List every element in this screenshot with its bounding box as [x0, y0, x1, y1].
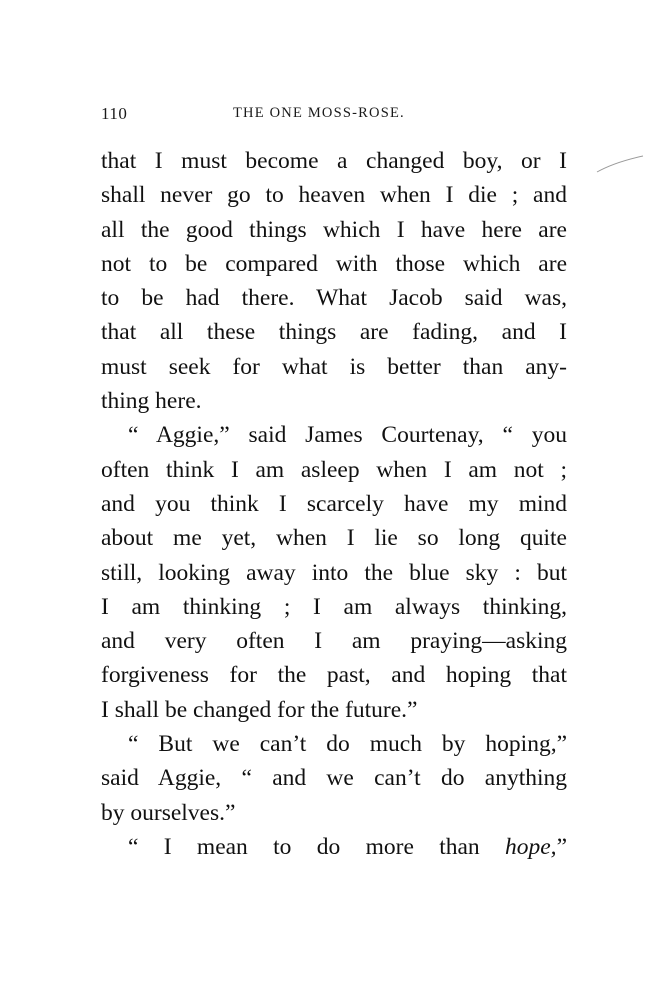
text-line: must seek for what is better than any- — [101, 353, 567, 380]
running-header — [101, 104, 567, 128]
text-line: often think I am asleep when I am not ; — [101, 456, 567, 483]
text-line: about me yet, when I lie so long quite — [101, 525, 567, 552]
text-line: that all these things are fading, and I — [101, 319, 567, 346]
text-line: by ourselves.” — [101, 799, 236, 826]
text-run: ” — [556, 833, 567, 860]
page-number: 110 — [101, 104, 128, 123]
text-line: thing here. — [101, 388, 202, 415]
text-line: still, looking away into the blue sky : but — [101, 559, 567, 586]
text-line: forgiveness for the past, and hoping that — [101, 662, 567, 689]
text-line: that I must become a changed boy, or I — [101, 148, 567, 174]
margin-pencil-mark — [595, 150, 645, 180]
text-line: to be had there. What Jacob said was, — [101, 285, 567, 312]
body-text — [101, 144, 567, 864]
text-line: I shall be changed for the future.” — [101, 696, 418, 723]
text-line: said Aggie, “ and we can’t do anything — [101, 765, 567, 792]
text-line: “ Aggie,” said James Courtenay, “ you — [128, 422, 567, 449]
text-line-final — [101, 830, 567, 864]
text-line: “ But we can’t do much by hoping,” — [128, 731, 567, 758]
italic-word: hope, — [505, 833, 557, 860]
text-line: and very often I am praying—asking — [101, 628, 567, 655]
text-line: and you think I scarcely have my mind — [101, 490, 567, 517]
text-line: all the good things which I have here are — [101, 216, 567, 243]
text-line: shall never go to heaven when I die ; and — [101, 182, 567, 209]
text-line: not to be compared with those which are — [101, 250, 567, 277]
text-line: I am thinking ; I am always thinking, — [101, 593, 567, 620]
text-run: “ I mean to do more than — [128, 833, 505, 860]
running-title: THE ONE MOSS-ROSE. — [233, 105, 405, 121]
